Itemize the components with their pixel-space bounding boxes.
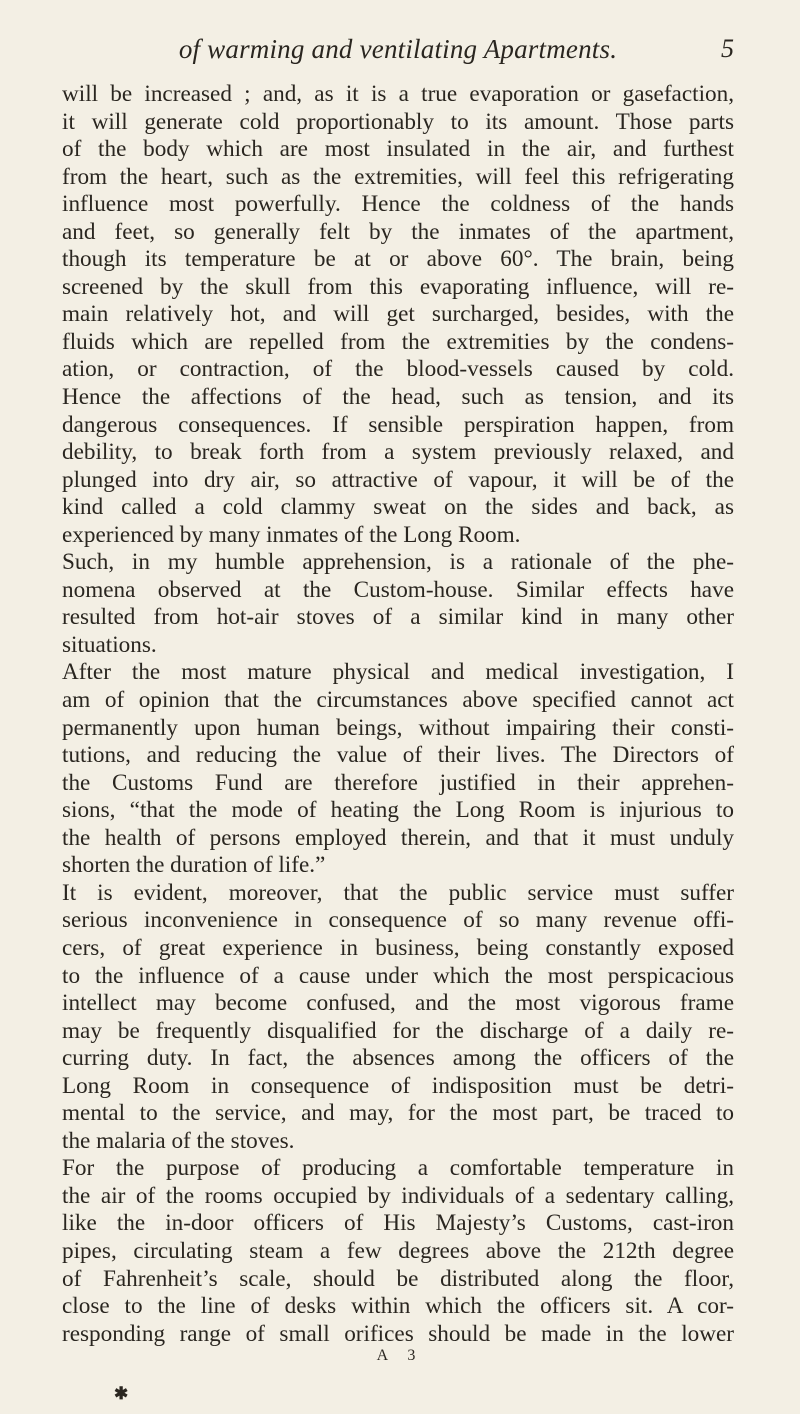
text-line: intellect may become confused, and the most vigorous frame	[62, 990, 734, 1017]
text-line: dangerous consequences. If sensible perspiration happen, from	[62, 411, 734, 438]
running-title: of warming and ventilating Apartments.	[178, 34, 618, 64]
text-line: plunged into dry air, so attractive of vapour, it will be of the	[62, 466, 734, 493]
text-line: the health of persons employed therein, and that it must unduly	[62, 824, 734, 851]
text-line: responding range of small orifices should be made in the lower	[62, 1320, 734, 1347]
text-line: of Fahrenheit’s scale, should be distributed along the floor,	[62, 1265, 734, 1292]
text-line: pipes, circulating steam a few degrees above the 212th degree	[62, 1237, 734, 1264]
text-line: and feet, so generally felt by the inmates of the apartment,	[62, 218, 734, 245]
text-line: For the purpose of producing a comfortable temperature in	[62, 1155, 734, 1182]
text-line: kind called a cold clammy sweat on the sides and back, as	[62, 494, 734, 521]
text-line: fluids which are repelled from the extremities by the condens-	[62, 328, 734, 355]
text-line: After the most mature physical and medical investigation, I	[62, 659, 734, 686]
text-line: the air of the rooms occupied by individuals of a sedentary calling,	[62, 1182, 734, 1209]
printer-mark: ✱	[114, 1384, 129, 1404]
text-line: permanently upon human beings, without impairing their consti-	[62, 714, 734, 741]
text-line: to the influence of a cause under which the most perspicacious	[62, 962, 734, 989]
text-line: from the heart, such as the extremities, will feel this refrigerating	[62, 163, 734, 190]
signature-mark: A 3	[376, 1347, 424, 1364]
text-line: will be increased ; and, as it is a true evaporation or gasefaction,	[62, 81, 734, 107]
text-line: close to the line of desks within which the officers sit. A cor-	[62, 1293, 734, 1320]
text-line: resulted from hot-air stoves of a similar kind in many other	[62, 604, 734, 631]
text-line: ation, or contraction, of the blood-vessels caused by cold.	[62, 356, 734, 383]
text-line: screened by the skull from this evaporating influence, will re-	[62, 273, 734, 300]
text-line: like the in-door officers of His Majesty’s Customs, cast-iron	[62, 1210, 734, 1237]
text-line: curring duty. In fact, the absences among the officers of the	[62, 1045, 734, 1072]
text-line: serious inconvenience in consequence of so many revenue offi-	[62, 907, 734, 934]
text-line: tutions, and reducing the value of their lives. The Directors of	[62, 742, 734, 769]
text-line: situations.	[62, 631, 157, 658]
text-line: mental to the service, and may, for the most part, be traced to	[62, 1100, 734, 1127]
text-line: It is evident, moreover, that the public service must suffer	[62, 879, 734, 906]
text-line: Such, in my humble apprehension, is a rationale of the phe-	[62, 549, 734, 576]
text-line: debility, to break forth from a system previously relaxed, and	[62, 439, 734, 466]
text-line: Hence the affections of the head, such as tension, and its	[62, 384, 734, 411]
page-number: 5	[721, 34, 734, 63]
text-line: though its temperature be at or above 60°. The brain, being	[62, 246, 734, 273]
text-line: may be frequently disqualified for the discharge of a daily re-	[62, 1017, 734, 1044]
text-line: influence most powerfully. Hence the coldness of the hands	[62, 191, 734, 218]
text-line: experienced by many inmates of the Long Room.	[62, 521, 521, 548]
text-line: am of opinion that the circumstances above specified cannot act	[62, 687, 734, 714]
text-line: Long Room in consequence of indisposition must be detri-	[62, 1072, 734, 1099]
running-head	[62, 34, 734, 74]
text-line: the malaria of the stoves.	[62, 1127, 295, 1154]
text-line: cers, of great experience in business, being constantly exposed	[62, 934, 734, 961]
body-text	[62, 81, 734, 1348]
text-line: the Customs Fund are therefore justified in their apprehen-	[62, 769, 734, 796]
text-line: shorten the duration of life.”	[62, 852, 326, 879]
text-line: it will generate cold proportionably to its amount. Those parts	[62, 108, 734, 135]
text-line: main relatively hot, and will get surcharged, besides, with the	[62, 301, 734, 328]
text-line: sions, “that the mode of heating the Long Room is injurious to	[62, 797, 734, 824]
text-line: of the body which are most insulated in the air, and furthest	[62, 136, 734, 163]
text-line: nomena observed at the Custom-house. Similar effects have	[62, 576, 734, 603]
